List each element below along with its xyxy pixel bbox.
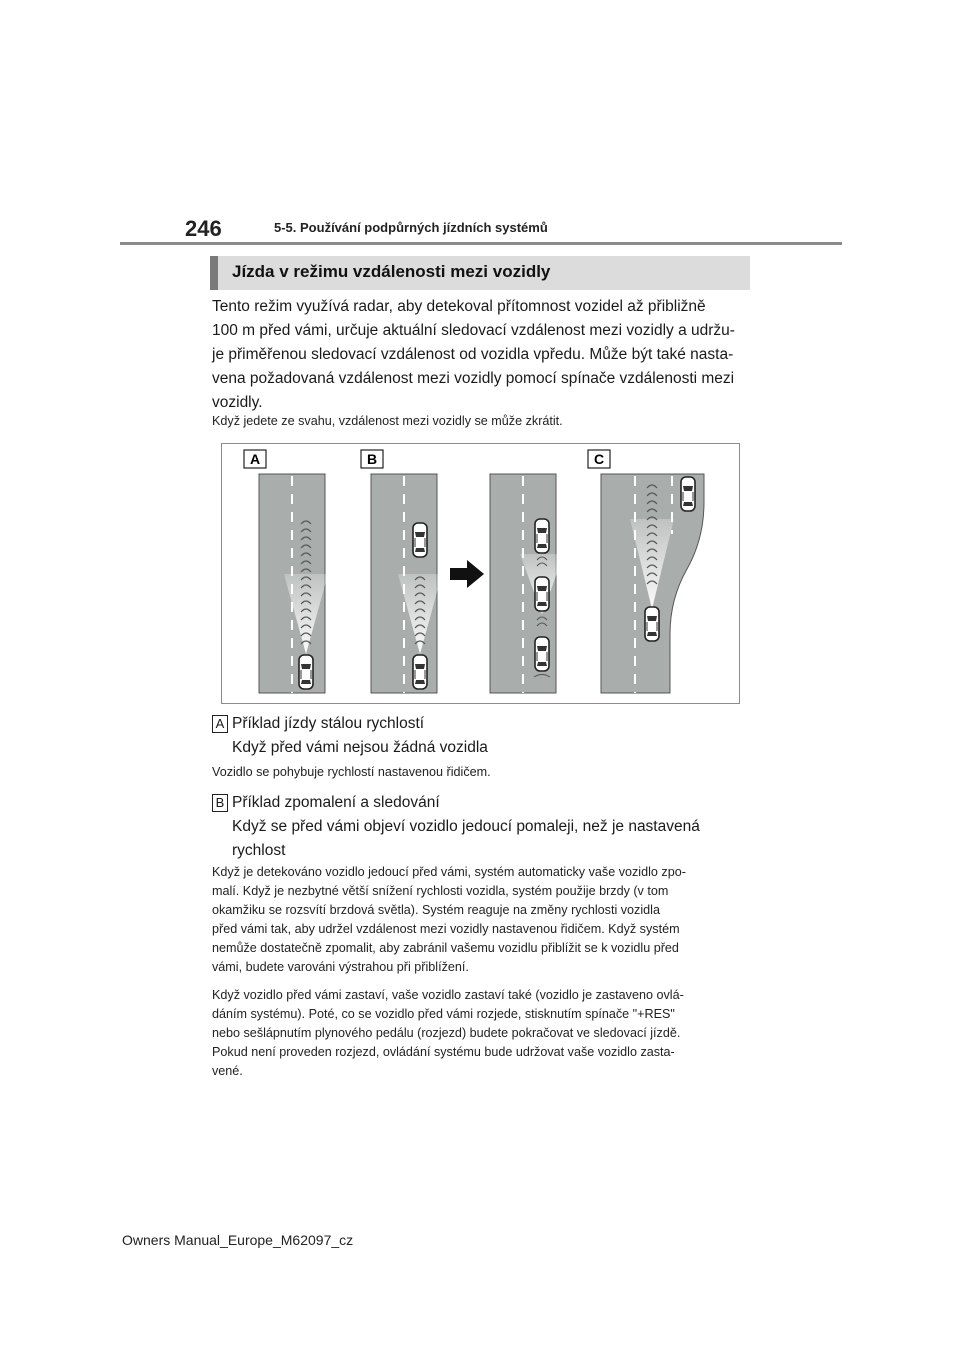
paragraph-line: před vámi tak, aby udržel vzdálenost mezi vozidly nastavenou řidičem. Když systém [212,922,680,936]
item-b-subtitle [232,815,752,863]
label-a-box [244,450,266,468]
intro-line: Tento režim využívá radar, aby detekoval přítomnost vozidel až přibližně [212,298,706,315]
label-a: A [249,451,261,467]
slope-note: Když jedete ze svahu, vzdálenost mezi vozidly se může zkrátit. [212,414,563,428]
footer-document-id: Owners Manual_Europe_M62097_cz [122,1232,354,1248]
item-b-subtitle-line: Když se před vámi objeví vozidlo jedoucí pomaleji, než je nastavená [232,818,700,835]
section-title: Jízda v režimu vzdálenosti mezi vozidly [232,262,551,281]
intro-paragraph [212,295,756,415]
road-b-following [490,474,564,693]
section-heading [210,256,750,290]
road-b [371,474,442,693]
paragraph-line: Když vozidlo před vámi zastaví, vaše vozidlo zastaví také (vozidlo je zastaveno ovlá- [212,988,684,1002]
paragraph-line: vámi, budete varováni výstrahou při přiblížení. [212,960,469,974]
paragraph-line: dáním systému). Poté, co se vozidlo před vámi rozjede, stisknutím spínače "+RES" [212,1007,675,1021]
transition-arrow-icon [450,560,484,588]
item-a-title: Příklad jízdy stálou rychlostí [232,715,425,732]
label-b-box [361,450,383,468]
paragraph-line: nemůže dostatečně zpomalit, aby zabránil vašemu vozidlu přiblížit se k vozidlu před [212,941,679,955]
road-a [259,474,328,693]
chapter-title: 5-5. Používání podpůrných jízdních systémů [274,220,548,235]
paragraph-line: Když je detekováno vozidlo jedoucí před vámi, systém automaticky vaše vozidlo zpo- [212,865,686,879]
item-b-paragraph-1 [212,863,756,977]
paragraph-line: nebo sešlápnutím plynového pedálu (rozjezd) budete pokračovat ve sledovací jízdě. [212,1026,681,1040]
item-a-badge: A [212,715,228,733]
intro-line: je přiměřenou sledovací vzdálenost od vozidla vpředu. Může být také nasta- [212,346,734,363]
intro-line: 100 m před vámi, určuje aktuální sledovací vzdálenost mezi vozidly a udržu- [212,322,735,339]
label-c: C [593,451,605,467]
page-number: 246 [185,216,222,241]
intro-line: vozidly. [212,394,263,411]
acc-diagram-svg [222,444,739,703]
road-c [601,474,704,693]
item-a-subtitle: Když před vámi nejsou žádná vozidla [232,739,488,756]
header-rule [120,242,842,245]
item-b-badge: B [212,794,228,812]
paragraph-line: malí. Když je nezbytné větší snížení rychlosti vozidla, systém použije brzdy (v tom [212,884,669,898]
intro-line: vena požadovaná vzdálenost mezi vozidly pomocí spínače vzdálenosti mezi [212,370,735,387]
label-b: B [366,451,378,467]
paragraph-line: okamžiku se rozsvítí brzdová světla). Systém reaguje na změny rychlosti vozidla [212,903,660,917]
item-b-subtitle-line: rychlost [232,842,286,859]
label-c-box [588,450,610,468]
item-a-note: Vozidlo se pohybuje rychlostí nastavenou řidičem. [212,765,491,779]
paragraph-line: Pokud není proveden rozjezd, ovládání systému bude udržovat vaše vozidlo zasta- [212,1045,675,1059]
paragraph-line: vené. [212,1064,243,1078]
item-b-title: Příklad zpomalení a sledování [232,794,440,811]
acc-diagram [221,443,740,704]
item-b-paragraph-2 [212,986,756,1081]
